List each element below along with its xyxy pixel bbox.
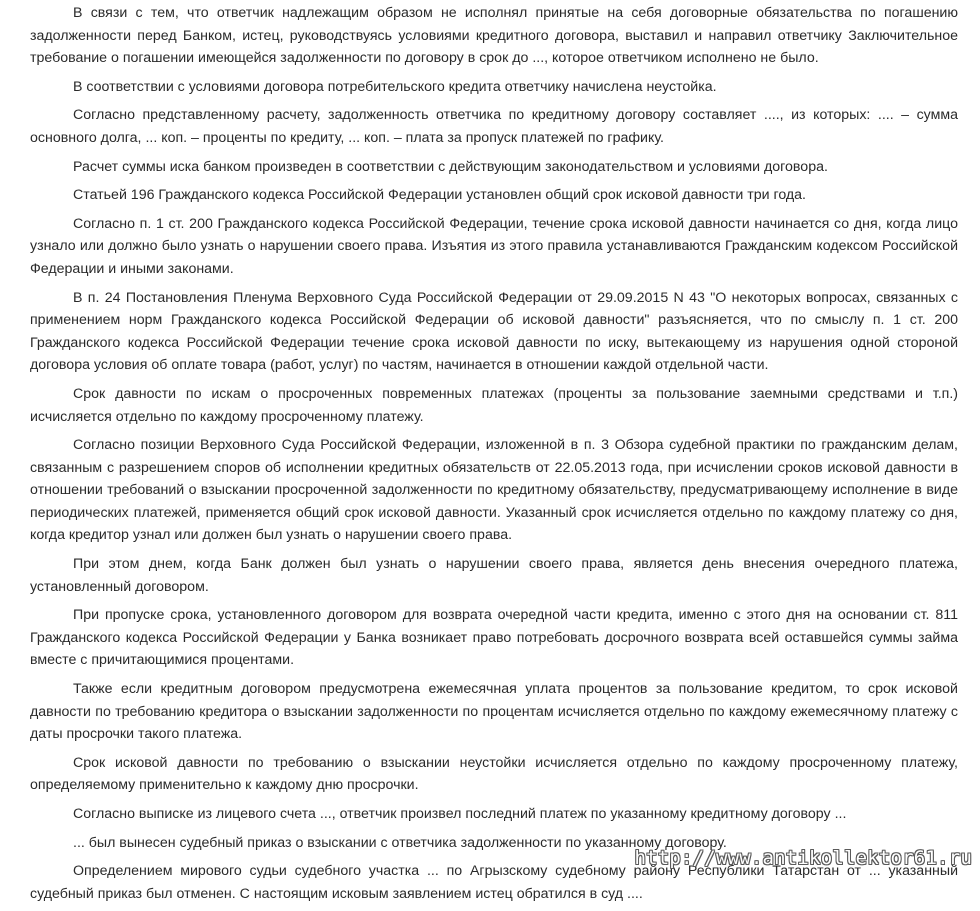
watermark-url: http://www.antikollektor61.ru (634, 847, 972, 869)
paragraph-4: Расчет суммы иска банком произведен в соответствии с действующим законодательством и условиями договора. (73, 158, 828, 175)
paragraph-10: При этом днем, когда Банк должен был узнать о нарушении своего права, является день внесения очередного платежа, установленный договором. (30, 556, 958, 595)
paragraph-6: Согласно п. 1 ст. 200 Гражданского кодекса Российской Федерации, течение срока исковой давности начинается со дня, когда лицо узнало или должно было узнать о нарушении своего права. Изъятия из этого правила устанавливаются Гражданским кодексом Российской Федерации и иными законами. (30, 215, 958, 277)
paragraph-8: Срок давности по искам о просроченных повременных платежах (проценты за пользование заемными средствами и т.п.) исчисляется отдельно по каждому просроченному платежу. (30, 385, 958, 425)
paragraph-15: ... был вынесен судебный приказ о взыскании с ответчика задолженности по указанному договору. (73, 834, 727, 851)
document-body (30, 2, 958, 911)
paragraph-7: В п. 24 Постановления Пленума Верховного Суда Российской Федерации от 29.09.2015 N 43 "О некоторых вопросах, связанных с применением норм Гражданского кодекса Российской Федерации об исковой давности" разъясняется, что по смыслу п. 1 ст. 200 Гражданского кодекса Российской Федерации течение срока исковой давности по иску, вытекающему из нарушения одной стороной договора условия об оплате товара (работ, услуг) по частям, начинается в отношении каждой отдельной части. (30, 289, 958, 374)
paragraph-3: Согласно представленному расчету, задолженность ответчика по кредитному договору составляет ...., из которых: .... – сумма основного долга, ... коп. – проценты по кредиту, ... коп. – плата за пропуск платежей по графику. (30, 107, 958, 146)
paragraph-16: Определением мирового судьи судебного участка ... по Агрызскому судебному району Республики Татарстан от ... указанный судебный приказ был отменен. С настоящим исковым заявлением истец обратился в суд .... (30, 863, 958, 902)
paragraph-2: В соответствии с условиями договора потребительского кредита ответчику начислена неустойка. (73, 78, 717, 95)
paragraph-11: При пропуске срока, установленного договором для возврата очередной части кредита, именно с этого дня на основании ст. 811 Гражданского кодекса Российской Федерации у Банка возникает право потребовать досрочного возврата всей оставшейся суммы займа вместе с причитающимися процентами. (30, 607, 958, 669)
paragraph-5: Статьей 196 Гражданского кодекса Российской Федерации установлен общий срок исковой давности три года. (73, 187, 807, 204)
paragraph-13: Срок исковой давности по требованию о взыскании неустойки исчисляется отдельно по каждому просроченному платежу, определяемому применительно к каждому дню просрочки. (30, 754, 958, 794)
paragraph-12: Также если кредитным договором предусмотрена ежемесячная уплата процентов за пользование кредитом, то срок исковой давности по требованию кредитора о взыскании задолженности по процентам исчисляется отдельно по каждому ежемесячному платежу с даты просрочки такого платежа. (30, 681, 958, 743)
paragraph-9: Согласно позиции Верховного Суда Российской Федерации, изложенной в п. 3 Обзора судебной практики по гражданским делам, связанным с разрешением споров об исполнении кредитных обязательств от 22.05.2013 года, при исчислении сроков исковой давности в отношении требований о взыскании просроченной задолженности по кредитному обязательству, предусматривающему исполнение в виде периодических платежей, применяется общий срок исковой давности. Указанный срок исчисляется отдельно по каждому платежу со дня, когда кредитор узнал или должен был узнать о нарушении своего права. (30, 437, 958, 544)
paragraph-14: Согласно выписке из лицевого счета ..., ответчик произвел последний платеж по указанному кредитному договору ... (73, 806, 847, 822)
paragraph-1: В связи с тем, что ответчик надлежащим образом не исполнял принятые на себя договорные обязательства по погашению задолженности перед Банком, истец, руководствуясь условиями кредитного договора, выставил и направил ответчику Заключительное требование о погашении имеющейся задолженности по договору в срок до ..., которое ответчиком исполнено не было. (30, 5, 958, 67)
